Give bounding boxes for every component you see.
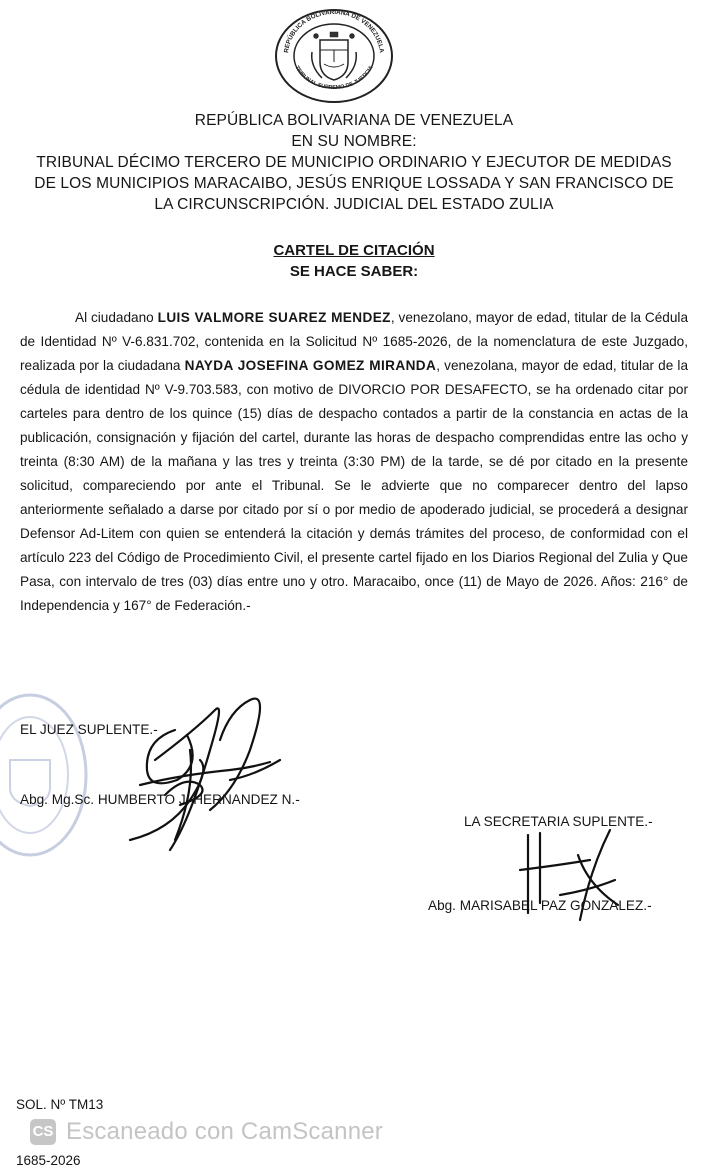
header-republic: REPÚBLICA BOLIVARIANA DE VENEZUELA: [194, 112, 514, 129]
header-tribunal-line-2: DE LOS MUNICIPIOS MARACAIBO, JESÚS ENRIQUE LOSSADA Y SAN FRANCISCO DE: [34, 175, 674, 192]
document-header: [0, 110, 708, 215]
header-tribunal-line-1: TRIBUNAL DÉCIMO TERCERO DE MUNICIPIO ORDINARIO Y EJECUTOR DE MEDIDAS: [36, 154, 672, 171]
svg-text:TRIBUNAL SUPREMO DE JUSTICIA: [293, 65, 374, 91]
cartel-heading: [0, 240, 708, 282]
solicitud-label: SOL. Nº TM13: [16, 1097, 104, 1112]
header-tribunal-line-3: LA CIRCUNSCRIPCIÓN. JUDICIAL DEL ESTADO ZULIA: [154, 196, 554, 213]
secretary-name: Abg. MARISABEL PAZ GONZALEZ.-: [428, 898, 652, 913]
secretary-signature: [500, 815, 640, 925]
camscanner-watermark: [30, 1118, 383, 1148]
cartel-subtitle: SE HACE SABER:: [289, 263, 419, 280]
coat-of-arms-icon: [312, 32, 357, 80]
camscanner-logo-icon: CS: [30, 1119, 56, 1145]
body-intro: Al ciudadano: [75, 310, 158, 325]
body-part-3: , venezolana, mayor de edad, titular de la cédula de identidad Nº V-9.703.583, con motivo de DIVORCIO POR DESAFECTO, se ha ordenado citar por carteles para dentro de los quince (15) días de despacho contados a partir de la constancia en actas de la publicación, consignación y fijación del cartel, durante las horas de despacho comprendidas entre las ocho y treinta (8:30 AM) de la mañana y las tres y treinta (3:30 PM) de la tarde, se dé por citado en la presente solicitud, compareciendo por ante el Tribunal. Se le advierte que no comparecer dentro del lapso anteriormente señalado a darse por citado por sí o por medio de apoderado judicial, se procederá a designar Defensor Ad-Litem con quien se entenderá la citación y demás trámites del proceso, de conformidad con el artículo 223 del Código de Procedimiento Civil, el presente cartel fijado en los Diarios Regional del Zulia y Que Pasa, con intervalo de tres (03) días entre uno y otro. Maracaibo, once (11) de Mayo de 2026. Años: 216° de Independencia y 167° de Federación.-: [20, 358, 688, 613]
cited-person-name: LUIS VALMORE SUAREZ MENDEZ: [157, 310, 391, 325]
header-name: EN SU NOMBRE:: [291, 133, 417, 150]
solicitud-number: 1685-2026: [16, 1153, 81, 1168]
court-stamp: [0, 690, 90, 860]
applicant-name: NAYDA JOSEFINA GOMEZ MIRANDA: [184, 358, 437, 373]
cartel-title: CARTEL DE CITACIÓN: [273, 242, 435, 259]
seal-outer-text: REPÚBLICA BOLIVARIANA DE VENEZUELA: [283, 8, 385, 54]
judge-signature: [80, 690, 310, 870]
camscanner-text: Escaneado con CamScanner: [66, 1118, 383, 1145]
svg-text:REPÚBLICA BOLIVARIANA DE VENEZ: [283, 9, 385, 54]
seal-inner-text: TRIBUNAL SUPREMO DE JUSTICIA: [293, 64, 375, 92]
court-seal: [272, 6, 396, 106]
body-part-2: , venezolano, mayor de edad, titular de la Cédula de Identidad Nº V-6.831.702, contenida en la Solicitud Nº 1685-2026, de la nomenclatura de este Juzgado, realizada por la ciudadana: [20, 310, 689, 373]
judge-title: EL JUEZ SUPLENTE.-: [20, 722, 158, 737]
judge-name: Abg. Mg.Sc. HUMBERTO J. HERNANDEZ N.-: [20, 792, 300, 807]
citation-body: [20, 306, 688, 618]
secretary-title: LA SECRETARIA SUPLENTE.-: [464, 814, 653, 829]
